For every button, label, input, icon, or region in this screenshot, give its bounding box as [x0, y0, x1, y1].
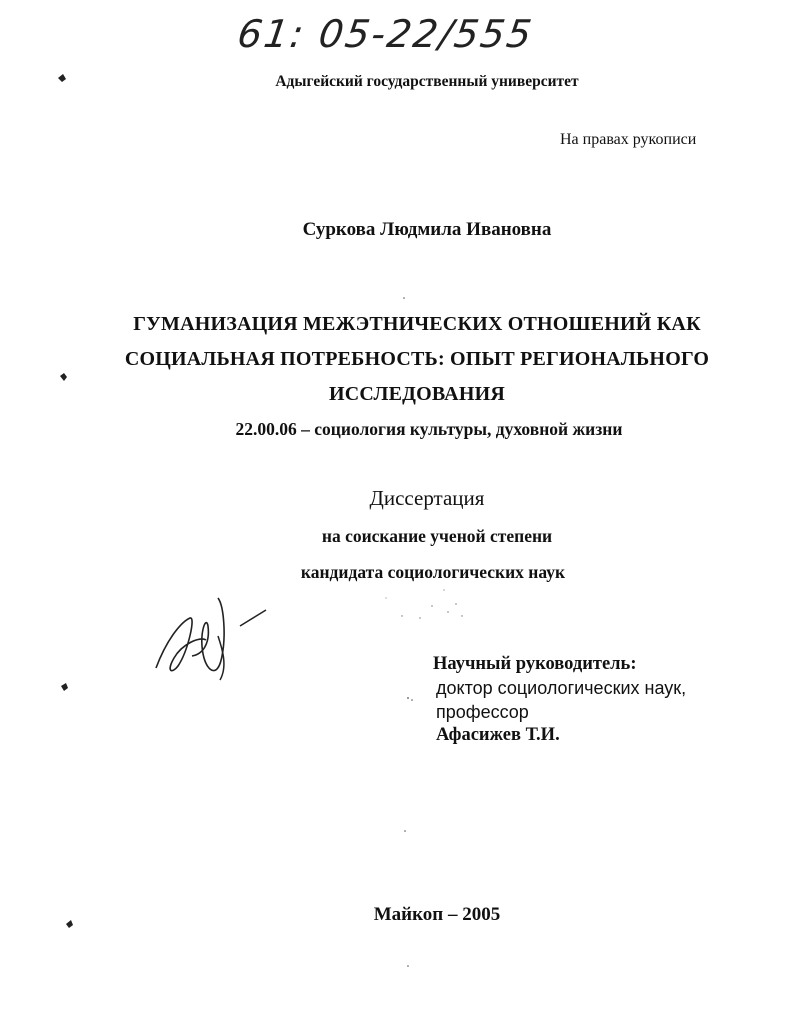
university-name: Адыгейский государственный университет — [275, 73, 579, 90]
advisor-label: Научный руководитель: — [433, 654, 637, 674]
degree-line-1: на соискание ученой степени — [321, 526, 553, 546]
author-name: Суркова Людмила Ивановна — [302, 219, 552, 240]
city-year: Майкоп – 2005 — [373, 904, 501, 925]
dissertation-title-line-1: ГУМАНИЗАЦИЯ МЕЖЭТНИЧЕСКИХ ОТНОШЕНИЙ КАК — [133, 313, 701, 335]
degree-line-2: кандидата социологических наук — [300, 562, 566, 582]
rights-note: На правах рукописи — [560, 131, 697, 148]
dissertation-title-line-3: ИССЛЕДОВАНИЯ — [329, 383, 505, 405]
dissertation-title-line-2: СОЦИАЛЬНАЯ ПОТРЕБНОСТЬ: ОПЫТ РЕГИОНАЛЬНОГО — [124, 348, 710, 370]
document-type: Диссертация — [369, 486, 485, 510]
archive-code-handwritten: 61: 05-22/555 — [234, 12, 537, 56]
advisor-name: Афасижев Т.И. — [436, 725, 560, 745]
specialty-code: 22.00.06 – социология культуры, духовной жизни — [235, 419, 623, 439]
advisor-degree: доктор социологических наук, — [436, 678, 687, 698]
advisor-title: профессор — [436, 702, 529, 722]
